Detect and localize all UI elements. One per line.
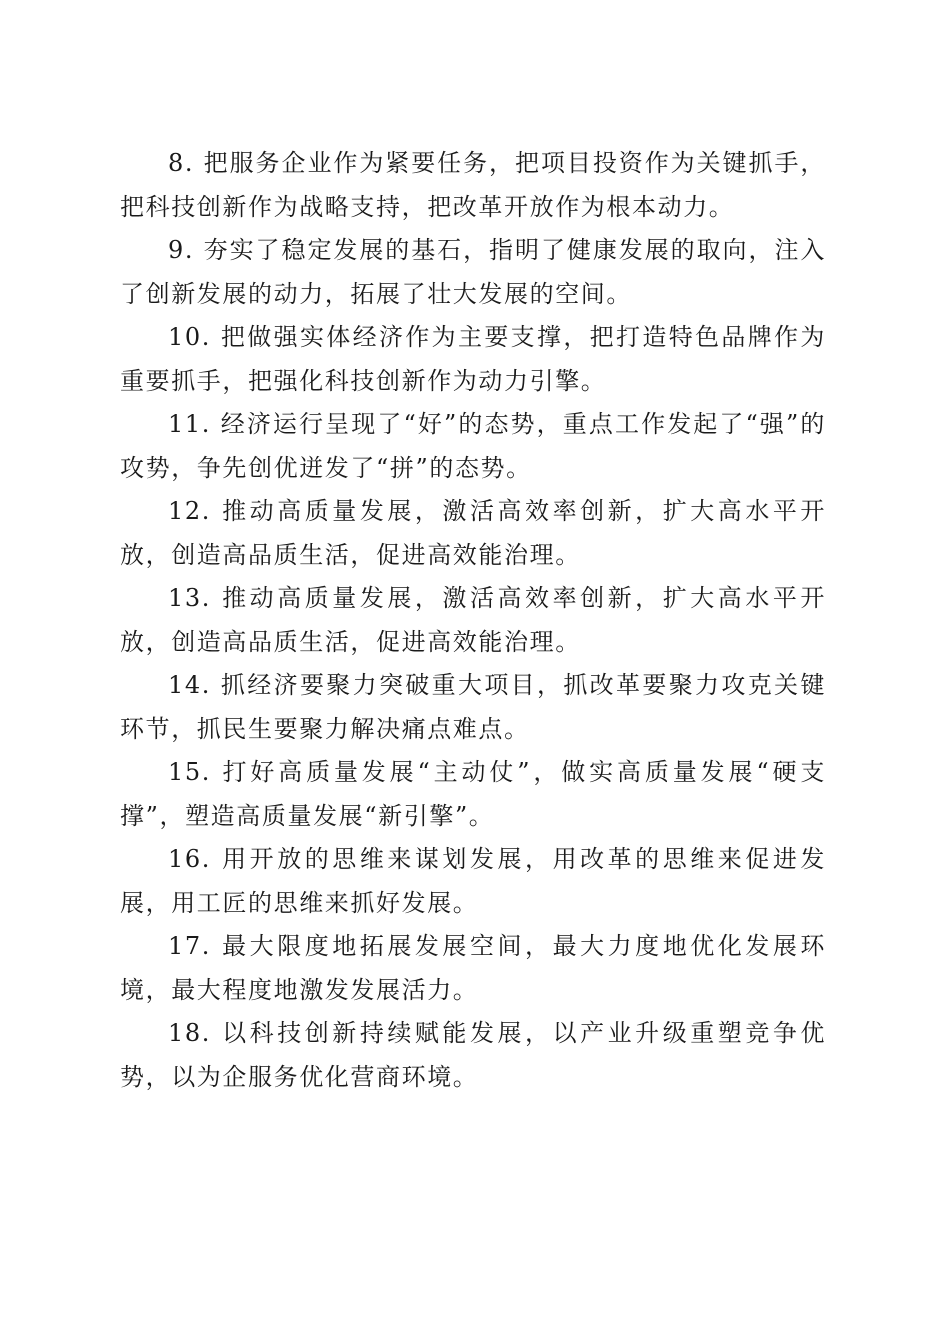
paragraph-9: 9. 夯实了稳定发展的基石，指明了健康发展的取向，注入了创新发展的动力，拓展了壮大发展的空间。	[120, 236, 826, 308]
paragraph-15: 15. 打好高质量发展“主动仗”，做实高质量发展“硬支撑”，塑造高质量发展“新引擎”。	[120, 758, 826, 830]
paragraph-17: 17. 最大限度地拓展发展空间，最大力度地优化发展环境，最大程度地激发发展活力。	[120, 932, 826, 1004]
paragraph-14: 14. 抓经济要聚力突破重大项目，抓改革要聚力攻克关键环节，抓民生要聚力解决痛点难点。	[120, 671, 826, 743]
paragraph-10: 10. 把做强实体经济作为主要支撑，把打造特色品牌作为重要抓手，把强化科技创新作为动力引擎。	[120, 323, 826, 395]
paragraph-12: 12. 推动高质量发展，激活高效率创新，扩大高水平开放，创造高品质生活，促进高效能治理。	[120, 497, 826, 569]
paragraph-11: 11. 经济运行呈现了“好”的态势，重点工作发起了“强”的攻势，争先创优迸发了“拼”的态势。	[120, 410, 826, 482]
paragraph-16: 16. 用开放的思维来谋划发展，用改革的思维来促进发展，用工匠的思维来抓好发展。	[120, 845, 826, 917]
document-body	[120, 142, 826, 1099]
paragraph-18: 18. 以科技创新持续赋能发展，以产业升级重塑竞争优势，以为企服务优化营商环境。	[120, 1019, 826, 1091]
paragraph-8: 8. 把服务企业作为紧要任务，把项目投资作为关键抓手，把科技创新作为战略支持，把改革开放作为根本动力。	[120, 149, 826, 221]
paragraph-13: 13. 推动高质量发展，激活高效率创新，扩大高水平开放，创造高品质生活，促进高效能治理。	[120, 584, 826, 656]
